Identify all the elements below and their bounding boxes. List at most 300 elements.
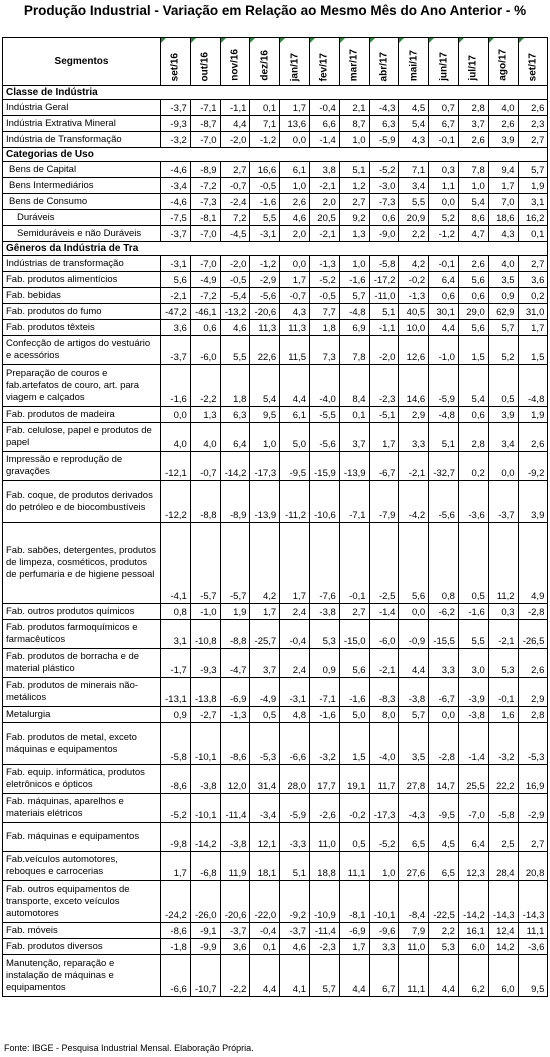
value-cell: -7,1 [309,678,339,707]
value-cell: -5,6 [309,423,339,452]
value-cell: -0,1 [488,678,518,707]
month-label: nov/16 [229,49,241,81]
corner-marker-icon [191,38,196,43]
value-cell: -1,6 [339,272,369,288]
value-cell: 5,7 [399,707,429,723]
value-cell: -10,1 [369,881,399,923]
value-cell: 3,1 [161,620,191,649]
table-row [3,132,548,148]
value-cell: -7,0 [190,226,220,242]
value-cell: -24,2 [161,881,191,923]
value-cell: 5,6 [399,523,429,604]
month-header [280,38,310,86]
value-cell: 11,7 [369,765,399,794]
value-cell: -2,3 [369,365,399,407]
value-cell: 7,8 [339,336,369,365]
table-row [3,226,548,242]
value-cell: 0,5 [250,707,280,723]
value-cell: -10,1 [190,723,220,765]
value-cell: 1,5 [518,336,548,365]
value-cell: 2,3 [518,116,548,132]
value-cell: -1,0 [190,604,220,620]
value-cell: 12,6 [399,336,429,365]
value-cell: -3,6 [518,939,548,955]
value-cell: -2,1 [488,620,518,649]
value-cell: -7,2 [190,178,220,194]
value-cell: 0,6 [458,288,488,304]
value-cell: -7,1 [190,100,220,116]
value-cell: -4,9 [190,272,220,288]
source-note: Fonte: IBGE - Pesquisa Industrial Mensal. Elaboração Própria. [4,1043,254,1053]
value-cell: -5,6 [429,481,459,523]
value-cell: 8,0 [369,707,399,723]
value-cell: 6,9 [339,320,369,336]
value-cell: -2,2 [190,365,220,407]
value-cell: 22,2 [488,765,518,794]
value-cell: 1,8 [309,320,339,336]
value-cell: -12,1 [161,452,191,481]
value-cell: 4,1 [280,955,310,997]
value-cell: 2,4 [280,649,310,678]
value-cell: 6,0 [458,939,488,955]
value-cell: 14,7 [429,765,459,794]
value-cell: -0,4 [309,100,339,116]
corner-marker-icon [489,38,494,43]
value-cell: 8,7 [339,116,369,132]
table-row [3,823,548,852]
value-cell: 40,5 [399,304,429,320]
value-cell: 3,6 [161,320,191,336]
value-cell: 4,0 [190,423,220,452]
value-cell: -4,7 [220,649,250,678]
table-row [3,955,548,997]
corner-marker-icon [429,38,434,43]
row-label: Duráveis [3,210,161,226]
value-cell: -4,0 [369,723,399,765]
value-cell: 2,6 [488,116,518,132]
value-cell: 3,3 [429,649,459,678]
value-cell: 2,8 [458,100,488,116]
value-cell: -5,7 [220,523,250,604]
value-cell: 1,7 [369,423,399,452]
value-cell: -5,9 [429,365,459,407]
value-cell: 5,5 [458,620,488,649]
value-cell: -22,0 [250,881,280,923]
value-cell: -1,4 [309,132,339,148]
value-cell: -14,2 [190,823,220,852]
month-header [488,38,518,86]
value-cell: 3,6 [518,272,548,288]
value-cell: 5,4 [458,365,488,407]
value-cell: 3,6 [220,939,250,955]
value-cell: 6,4 [458,823,488,852]
table-row [3,523,548,604]
row-label: Indústria Geral [3,100,161,116]
value-cell: 11,1 [518,923,548,939]
month-label: mai/17 [408,49,420,81]
value-cell: 1,7 [488,178,518,194]
value-cell: -5,3 [518,723,548,765]
value-cell: 0,6 [458,407,488,423]
month-header [220,38,250,86]
value-cell: 1,9 [220,604,250,620]
value-cell: -1,3 [309,256,339,272]
value-cell: 3,8 [309,162,339,178]
value-cell: -17,2 [369,272,399,288]
value-cell: -3,1 [161,256,191,272]
value-cell: 9,4 [488,162,518,178]
value-cell: 4,3 [280,304,310,320]
value-cell: 1,7 [518,320,548,336]
value-cell: 4,7 [458,226,488,242]
value-cell: -4,3 [399,794,429,823]
value-cell: -2,9 [250,272,280,288]
value-cell: 5,4 [250,365,280,407]
value-cell: -5,5 [309,407,339,423]
value-cell: -2,1 [309,226,339,242]
value-cell: -1,1 [369,320,399,336]
value-cell: -4,1 [161,523,191,604]
table-row [3,210,548,226]
row-label: Fab. produtos de metal, exceto máquinas e equipamentos [3,723,161,765]
value-cell: 3,7 [339,423,369,452]
value-cell: -0,2 [399,272,429,288]
value-cell: -0,7 [280,288,310,304]
month-label: ago/17 [497,49,509,81]
value-cell: 1,7 [280,272,310,288]
value-cell: 0,6 [429,288,459,304]
value-cell: 3,5 [488,272,518,288]
value-cell: -3,2 [309,723,339,765]
month-label: abr/17 [378,51,390,81]
table-row [3,765,548,794]
row-label: Fab. produtos diversos [3,939,161,955]
value-cell: -3,7 [161,100,191,116]
value-cell: -4,6 [161,162,191,178]
value-cell: -4,8 [429,407,459,423]
value-cell: 4,4 [339,955,369,997]
row-label: Fab. produtos farmoquímicos e farmacêuticos [3,620,161,649]
value-cell: 2,1 [339,100,369,116]
value-cell: -2,0 [369,336,399,365]
month-label: jan/17 [289,52,301,81]
corner-marker-icon [370,38,375,43]
value-cell: -1,6 [339,678,369,707]
table-row [3,256,548,272]
value-cell: 5,7 [488,320,518,336]
value-cell: -13,9 [339,452,369,481]
value-cell: 3,4 [399,178,429,194]
value-cell: -1,6 [250,194,280,210]
value-cell: -7,0 [190,132,220,148]
value-cell: 7,1 [399,162,429,178]
value-cell: 0,1 [518,226,548,242]
value-cell: 5,5 [250,210,280,226]
value-cell: 11,0 [309,823,339,852]
table-row [3,336,548,365]
corner-marker-icon [250,38,255,43]
value-cell: 5,3 [429,939,459,955]
value-cell: -0,5 [220,272,250,288]
value-cell: 3,9 [518,481,548,523]
table-row [3,707,548,723]
value-cell: 5,6 [458,320,488,336]
value-cell: 2,6 [458,132,488,148]
table-row [3,288,548,304]
value-cell: -1,3 [220,707,250,723]
section-row [3,148,548,162]
value-cell: 0,0 [488,452,518,481]
value-cell: 4,4 [280,365,310,407]
row-label: Indústrias de transformação [3,256,161,272]
row-label: Semiduráveis e não Duráveis [3,226,161,242]
value-cell: -3,8 [190,765,220,794]
value-cell: -9,1 [190,923,220,939]
value-cell: -6,2 [429,604,459,620]
value-cell: 11,5 [280,336,310,365]
value-cell: -3,8 [458,707,488,723]
value-cell: 3,5 [399,723,429,765]
value-cell: 2,6 [458,256,488,272]
table-row [3,939,548,955]
value-cell: -7,3 [369,194,399,210]
value-cell: 4,0 [488,100,518,116]
value-cell: -0,2 [339,794,369,823]
value-cell: 0,6 [369,210,399,226]
value-cell: -2,2 [220,955,250,997]
value-cell: 1,5 [458,336,488,365]
value-cell: -4,5 [220,226,250,242]
value-cell: 3,3 [399,423,429,452]
value-cell: -10,8 [190,620,220,649]
value-cell: -3,2 [488,723,518,765]
value-cell: 3,3 [369,939,399,955]
value-cell: 1,0 [458,178,488,194]
section-title: Classe de Indústria [3,86,548,100]
value-cell: -0,1 [339,523,369,604]
value-cell: 8,6 [458,210,488,226]
value-cell: 18,6 [488,210,518,226]
value-cell: -7,2 [190,288,220,304]
value-cell: -2,1 [369,649,399,678]
value-cell: 13,6 [280,116,310,132]
value-cell: -8,9 [190,162,220,178]
value-cell: -5,7 [190,523,220,604]
value-cell: -1,2 [429,226,459,242]
value-cell: -6,9 [339,923,369,939]
value-cell: 2,4 [280,604,310,620]
value-cell: -9,9 [190,939,220,955]
value-cell: 4,4 [250,955,280,997]
value-cell: 0,5 [458,523,488,604]
value-cell: -3,8 [399,678,429,707]
value-cell: 0,9 [488,288,518,304]
value-cell: 6,5 [399,823,429,852]
value-cell: -13,9 [250,481,280,523]
value-cell: -5,1 [369,407,399,423]
row-label: Fab.veículos automotores, reboques e carrocerias [3,852,161,881]
value-cell: 5,7 [518,162,548,178]
table-row [3,194,548,210]
month-label: out/16 [199,51,211,81]
value-cell: 4,4 [429,955,459,997]
value-cell: -2,5 [369,523,399,604]
value-cell: 6,3 [369,116,399,132]
value-cell: -1,6 [458,604,488,620]
value-cell: 0,9 [309,649,339,678]
month-header [429,38,459,86]
value-cell: 1,9 [518,407,548,423]
value-cell: -2,8 [518,604,548,620]
value-cell: -0,7 [190,452,220,481]
value-cell: -4,8 [339,304,369,320]
value-cell: -9,6 [369,923,399,939]
value-cell: 5,1 [369,304,399,320]
value-cell: 9,2 [339,210,369,226]
value-cell: 1,3 [190,407,220,423]
value-cell: 3,9 [488,132,518,148]
table-row [3,178,548,194]
value-cell: 2,7 [220,162,250,178]
value-cell: 1,0 [369,852,399,881]
value-cell: -3,6 [458,481,488,523]
value-cell: 6,4 [220,423,250,452]
value-cell: -0,1 [429,256,459,272]
value-cell: 5,4 [458,194,488,210]
value-cell: -6,0 [190,336,220,365]
table-row [3,723,548,765]
value-cell: -0,7 [220,178,250,194]
value-cell: -1,0 [429,336,459,365]
value-cell: -25,7 [250,620,280,649]
production-table [2,37,548,997]
value-cell: 2,6 [280,194,310,210]
value-cell: 2,0 [280,226,310,242]
value-cell: -0,4 [250,923,280,939]
value-cell: 18,8 [309,852,339,881]
value-cell: 10,0 [399,320,429,336]
value-cell: 2,8 [458,423,488,452]
value-cell: -3,8 [309,604,339,620]
row-label: Fab. sabões, detergentes, produtos de limpeza, cosméticos, produtos de perfumaria e de higiene pessoal [3,523,161,604]
value-cell: 5,1 [429,423,459,452]
value-cell: 7,0 [488,194,518,210]
value-cell: 62,9 [488,304,518,320]
value-cell: -5,2 [369,823,399,852]
row-label: Fab. máquinas, aparelhos e materiais elétricos [3,794,161,823]
month-header [190,38,220,86]
value-cell: 4,3 [488,226,518,242]
value-cell: -7,0 [190,256,220,272]
value-cell: 6,1 [280,407,310,423]
value-cell: -8,1 [190,210,220,226]
value-cell: -10,6 [309,481,339,523]
value-cell: 6,5 [429,852,459,881]
value-cell: -46,1 [190,304,220,320]
table-row [3,794,548,823]
value-cell: -14,2 [458,881,488,923]
value-cell: 3,7 [250,649,280,678]
value-cell: 25,5 [458,765,488,794]
value-cell: 29,0 [458,304,488,320]
value-cell: -13,8 [190,678,220,707]
value-cell: -3,7 [280,923,310,939]
value-cell: -0,5 [250,178,280,194]
value-cell: -7,0 [458,794,488,823]
value-cell: 0,0 [399,604,429,620]
value-cell: 6,7 [429,116,459,132]
value-cell: 4,2 [250,523,280,604]
page-title: Produção Industrial - Variação em Relação ao Mesmo Mês do Ano Anterior - % [23,3,527,18]
value-cell: -1,7 [161,649,191,678]
value-cell: -15,5 [429,620,459,649]
value-cell: 0,0 [161,407,191,423]
value-cell: 0,0 [429,194,459,210]
corner-marker-icon [280,38,285,43]
table-row [3,923,548,939]
table-row [3,407,548,423]
value-cell: -14,3 [518,881,548,923]
value-cell: -9,3 [190,649,220,678]
value-cell: 1,7 [280,100,310,116]
value-cell: -8,7 [190,116,220,132]
value-cell: -7,6 [309,523,339,604]
value-cell: 2,2 [399,226,429,242]
value-cell: 6,6 [309,116,339,132]
value-cell: 2,7 [518,132,548,148]
row-label: Fab. celulose, papel e produtos de papel [3,423,161,452]
month-label: jul/17 [467,55,479,81]
table-row [3,678,548,707]
value-cell: -5,2 [309,272,339,288]
value-cell: 28,0 [280,765,310,794]
value-cell: 0,8 [161,604,191,620]
value-cell: -17,3 [250,452,280,481]
value-cell: -2,7 [190,707,220,723]
value-cell: 20,9 [399,210,429,226]
value-cell: -15,0 [339,620,369,649]
month-header [518,38,548,86]
value-cell: -3,8 [220,823,250,852]
month-label: fev/17 [318,52,330,81]
table-row [3,320,548,336]
table-row [3,100,548,116]
value-cell: 4,9 [518,523,548,604]
value-cell: 4,6 [220,320,250,336]
value-cell: -9,2 [518,452,548,481]
month-label: set/16 [169,52,181,81]
value-cell: 5,0 [339,707,369,723]
corner-marker-icon [161,38,166,43]
value-cell: -10,1 [190,794,220,823]
row-label: Fab. produtos têxteis [3,320,161,336]
table-row [3,116,548,132]
value-cell: -9,8 [161,823,191,852]
value-cell: -7,5 [161,210,191,226]
value-cell: -26,0 [190,881,220,923]
value-cell: 0,0 [280,132,310,148]
value-cell: 4,4 [220,116,250,132]
value-cell: -5,9 [280,794,310,823]
value-cell: 0,5 [339,823,369,852]
value-cell: 1,0 [280,178,310,194]
value-cell: 20,5 [309,210,339,226]
value-cell: -14,2 [220,452,250,481]
value-cell: -3,1 [250,226,280,242]
value-cell: 1,5 [339,723,369,765]
value-cell: 0,1 [250,939,280,955]
value-cell: 4,8 [280,707,310,723]
